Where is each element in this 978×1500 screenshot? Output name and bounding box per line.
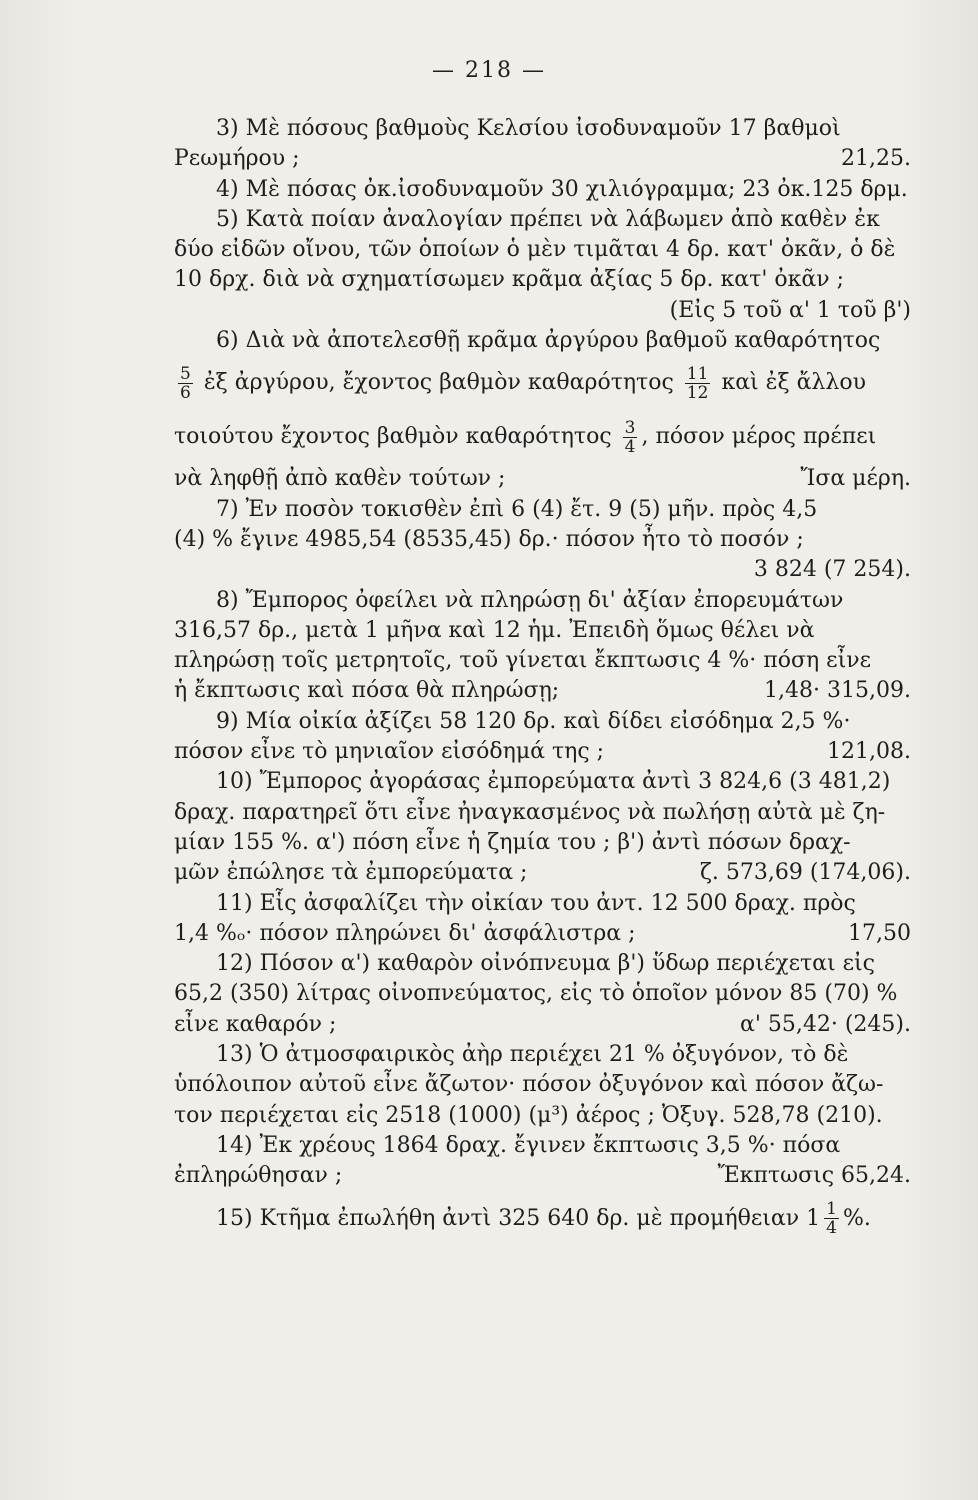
fraction-numerator: 1 [826,1199,837,1219]
fraction [623,419,638,456]
text-line: (4) % ἔγινε 4985,54 (8535,45) δρ.· πόσον ἦτο τὸ ποσόν ; [174,526,804,552]
text-line: μίαν 155 %. α') πόση εἶνε ἡ ζημία του ; β') ἀντὶ πόσων δραχ- [174,829,851,855]
text-fragment: μῶν ἐπώλησε τὰ ἐμπορεύματα ; [174,860,528,886]
text-line: δύο εἰδῶν οἴνου, τῶν ὁποίων ὁ μὲν τιμᾶται 4 δρ. κατ' ὀκᾶν, ὁ δὲ [174,237,896,263]
text-line: 14) Ἐκ χρέους 1864 δραχ. ἔγινεν ἔκπτωσις 3,5 %· πόσα [216,1132,841,1158]
text-line [174,737,911,767]
page-body [174,114,911,1246]
page-number: — 218 — [432,58,546,83]
text-line [174,676,911,706]
text-line [174,1192,911,1246]
answer-line: (Εἰς 5 τοῦ α' 1 τοῦ β') [669,297,911,323]
text-line: 4) Μὲ πόσας ὀκ.ἰσοδυναμοῦν 30 χιλιόγραμμα; 23 ὀκ.125 δρμ. [216,176,908,202]
fraction [824,1200,839,1237]
text-line: δραχ. παρατηρεῖ ὅτι εἶνε ἠναγκασμένος νὰ πωλήσῃ αὐτὰ μὲ ζη- [174,799,886,825]
answer: Ἔκπτωσις 65,24. [717,1163,911,1189]
fraction-numerator: 3 [624,417,636,438]
text-line [174,919,911,949]
answer: 17,50 [848,920,911,946]
fraction-denominator: 6 [180,382,191,403]
text-fragment: τοιούτου ἔχοντος βαθμὸν καθαρότητος [174,424,612,450]
text-fragment: καὶ ἐξ ἄλλου [721,370,866,396]
fraction-denominator: 4 [624,436,636,457]
text-line: 12) Πόσον α') καθαρὸν οἰνόπνευμα β') ὕδωρ περιέχεται εἰς [216,951,875,977]
text-line: 3) Μὲ πόσους βαθμοὺς Κελσίου ἰσοδυναμοῦν 17 βαθμοὶ [216,116,841,141]
text-fragment: Ρεωμήρου ; [174,146,300,172]
answer: 21,25. [841,146,911,172]
text-line: τον περιέχεται εἰς 2518 (1000) (μ³) ἀέρος ; Ὀξυγ. 528,78 (210). [174,1102,883,1128]
text-line [174,464,911,494]
text-fragment: ἡ ἔκπτωσις καὶ πόσα θὰ πληρώσῃ; [174,678,560,704]
text-line: 10) Ἔμπορος ἀγοράσας ἐμπορεύματα ἀντὶ 3 824,6 (3 481,2) [216,769,891,795]
answer-line: 3 824 (7 254). [753,557,911,583]
text-fragment: , πόσον μέρος πρέπει [641,424,877,450]
text-fragment: νὰ ληφθῇ ἀπὸ καθὲν τούτων ; [174,466,506,492]
text-fragment: πόσον εἶνε τὸ μηνιαῖον εἰσόδημά της ; [174,739,605,765]
text-fragment: ἐπληρώθησαν ; [174,1163,343,1189]
fraction-denominator: 4 [826,1218,837,1238]
answer: ζ. 573,69 (174,06). [699,860,911,886]
text-line: πληρώσῃ τοῖς μετρητοῖς, τοῦ γίνεται ἔκπτωσις 4 %· πόση εἶνε [174,648,871,674]
answer: Ἴσα μέρη. [800,466,911,492]
text-line: 13) Ὁ ἀτμοσφαιρικὸς ἀὴρ περιέχει 21 % ὀξυγόνον, τὸ δὲ [216,1042,849,1068]
text-line: ὑπόλοιπον αὐτοῦ εἶνε ἄζωτον· πόσον ὀξυγόνον καὶ πόσον ἄζω- [174,1072,884,1098]
text-line: 7) Ἐν ποσὸν τοκισθὲν ἐπὶ 6 (4) ἔτ. 9 (5) μῆν. πρὸς 4,5 [216,496,818,522]
text-line [174,858,911,888]
answer: 1,48· 315,09. [764,678,911,704]
fraction-numerator: 5 [180,363,191,384]
text-fragment: εἶνε καθαρόν ; [174,1011,337,1037]
text-line [174,356,911,410]
text-line: 10 δρχ. διὰ νὰ σχηματίσωμεν κρᾶμα ἀξίας 5 δρ. κατ' ὀκᾶν ; [174,267,844,293]
text-line: 5) Κατὰ ποίαν ἀναλογίαν πρέπει νὰ λάβωμεν ἀπὸ καθὲν ἐκ [216,206,880,232]
answer: α' 55,42· (245). [739,1011,911,1037]
text-line: 8) Ἔμπορος ὀφείλει νὰ πληρώσῃ δι' ἀξίαν ἐπορευμάτων [216,587,844,613]
text-line: 6) Διὰ νὰ ἀποτελεσθῇ κρᾶμα ἀργύρου βαθμοῦ καθαρότητος [216,328,881,354]
text-line [174,410,911,464]
text-line: 65,2 (350) λίτρας οἰνοπνεύματος, εἰς τὸ ὁποῖον μόνον 85 (70) % [174,981,898,1007]
text-line: 9) Μία οἰκία ἀξίζει 58 120 δρ. καὶ δίδει εἰσόδημα 2,5 %· [216,708,851,734]
text-line [174,144,911,174]
text-line [174,1010,911,1040]
fraction [685,365,711,402]
fraction [178,365,193,402]
answer: 121,08. [827,739,911,765]
fraction-numerator: 11 [686,363,709,384]
text-fragment: %. [842,1205,871,1231]
text-line: 11) Εἷς ἀσφαλίζει τὴν οἰκίαν του ἀντ. 12 500 δραχ. πρὸς [216,890,856,916]
text-line [174,1161,911,1191]
fraction-denominator: 12 [686,382,709,403]
text-fragment: 15) Κτῆμα ἐπωλήθη ἀντὶ 325 640 δρ. μὲ προμήθειαν 1 [216,1205,821,1231]
text-fragment: 1,4 %ₒ· πόσον πληρώνει δι' ἀσφάλιστρα ; [174,920,636,946]
text-fragment: ἐξ ἀργύρου, ἔχοντος βαθμὸν καθαρότητος [203,370,674,396]
text-line: 316,57 δρ., μετὰ 1 μῆνα καὶ 12 ἡμ. Ἐπειδὴ ὅμως θέλει νὰ [174,617,815,643]
